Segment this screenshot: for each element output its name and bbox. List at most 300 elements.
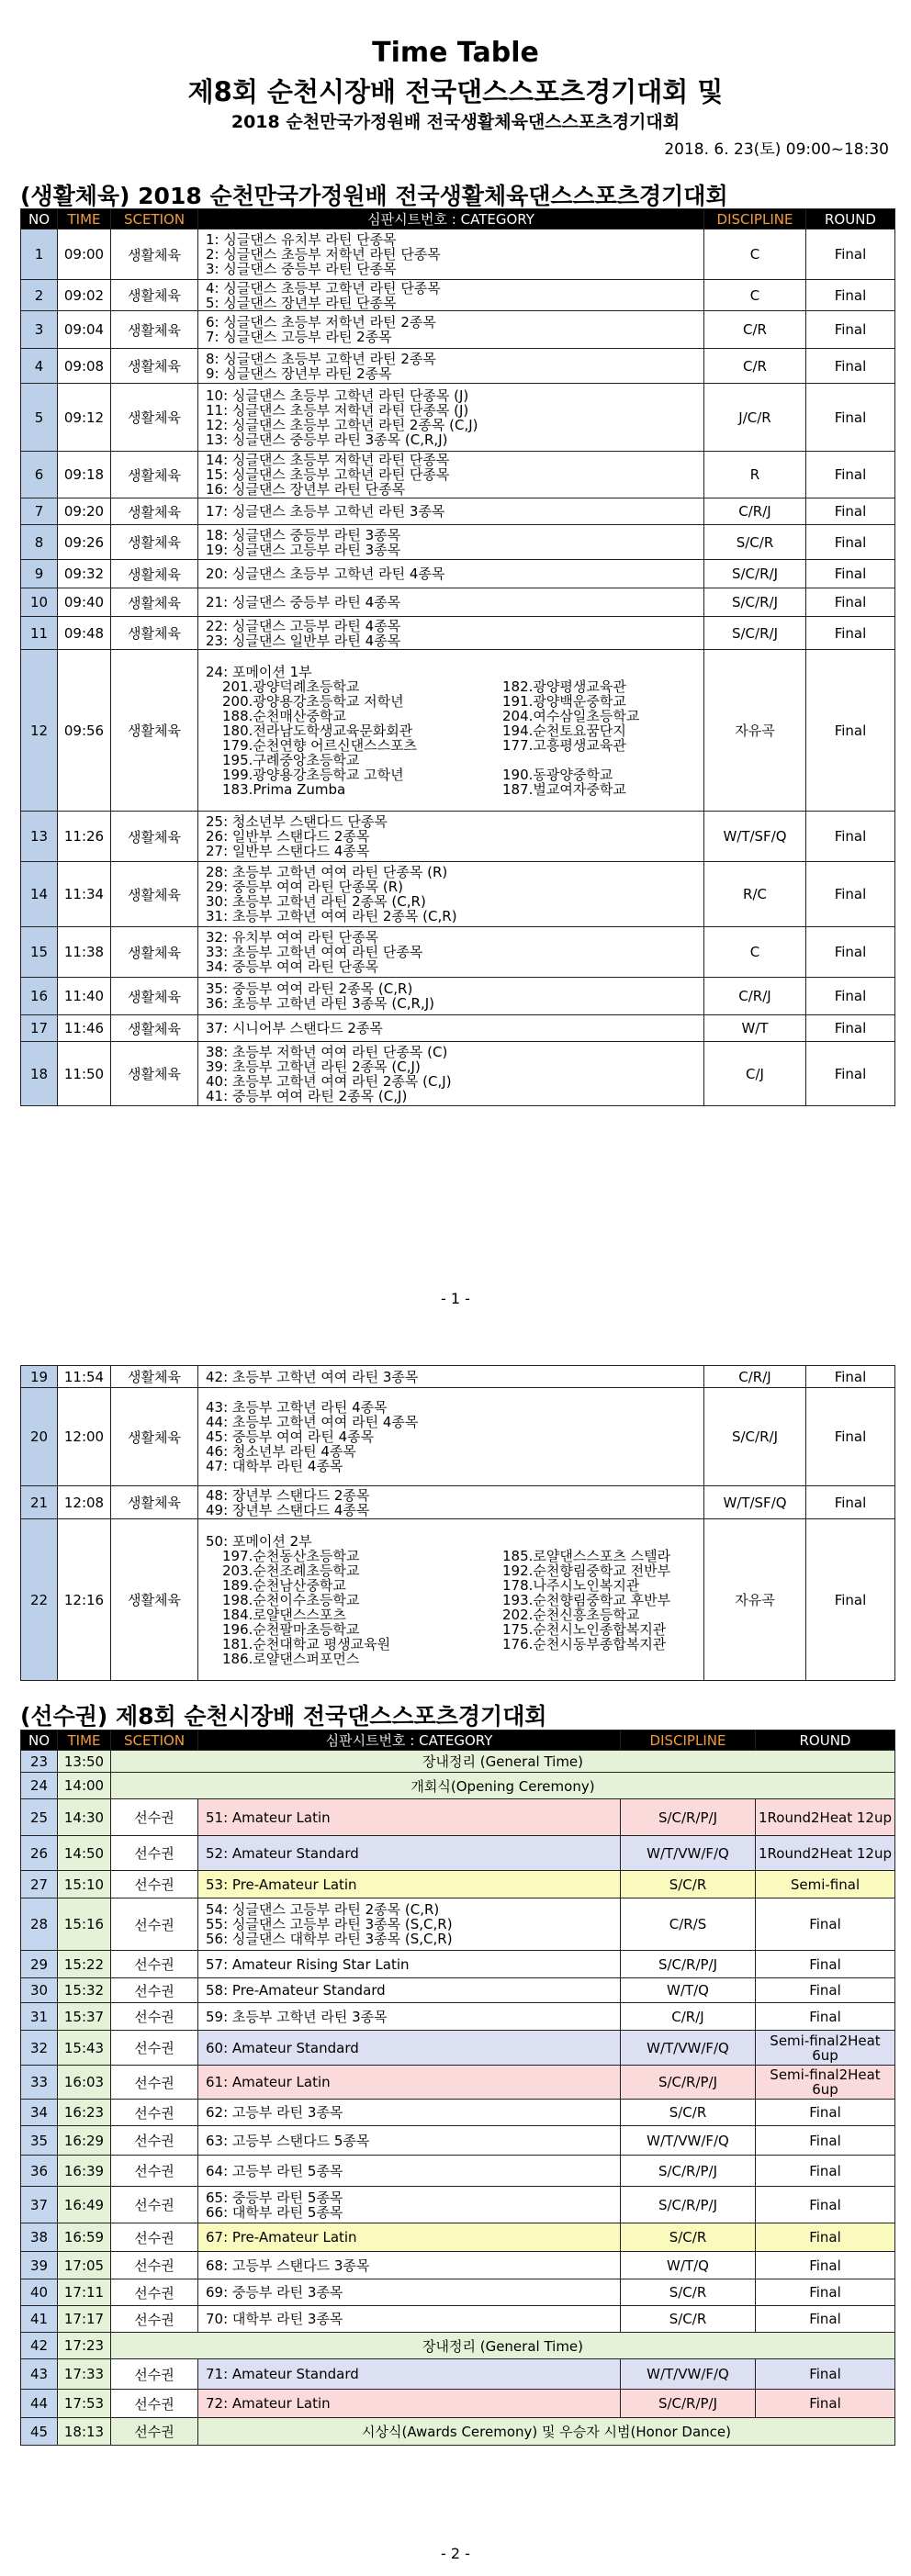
table-row-formation xyxy=(21,650,895,812)
row-section: 생활체육 xyxy=(111,1519,198,1681)
row-number: 5 xyxy=(21,384,58,452)
category-line: 20: 싱글댄스 초등부 고학년 라틴 4종목 xyxy=(206,566,445,582)
row-number: 1 xyxy=(21,230,58,280)
row-category xyxy=(198,1898,621,1951)
row-time: 12:00 xyxy=(58,1388,111,1486)
table-header-row xyxy=(21,1730,895,1751)
category-line: 10: 싱글댄스 초등부 고학년 라틴 단종목 (J) xyxy=(206,386,469,404)
table-row xyxy=(21,311,895,349)
table-row xyxy=(21,812,895,862)
category-line: 44: 초등부 고학년 여여 라틴 4종목 xyxy=(206,1414,419,1430)
formation-team: 197.순천동산초등학교 xyxy=(222,1547,360,1564)
row-number: 9 xyxy=(21,560,58,588)
row-round xyxy=(756,2187,895,2223)
formation-team: 202.순천신흥초등학교 xyxy=(502,1606,640,1623)
round-line: Final xyxy=(809,1955,841,1973)
row-discipline: S/C/R xyxy=(621,2100,756,2126)
table-row xyxy=(21,349,895,384)
round-line: Final xyxy=(809,2132,841,2149)
table-row xyxy=(21,2359,895,2390)
row-section: 생활체육 xyxy=(111,927,198,978)
row-round xyxy=(756,2100,895,2126)
formation-team xyxy=(502,1652,732,1666)
row-number: 8 xyxy=(21,525,58,560)
row-section: 생활체육 xyxy=(111,384,198,452)
col-header-round: ROUND xyxy=(806,209,895,230)
category-line: 26: 일반부 스탠다드 2종목 xyxy=(206,828,370,845)
row-time: 09:56 xyxy=(58,650,111,812)
event-datetime: 2018. 6. 23(토) 09:00~18:30 xyxy=(664,140,889,159)
row-discipline: S/C/R xyxy=(621,2279,756,2306)
category-line: 9: 싱글댄스 장년부 라틴 2종목 xyxy=(206,364,392,382)
round-line: 2Heat 6up xyxy=(812,2032,881,2064)
category-line: 23: 싱글댄스 일반부 라틴 4종목 xyxy=(206,632,401,649)
row-number: 39 xyxy=(21,2252,58,2279)
schedule-table-1 xyxy=(20,208,895,1106)
row-discipline: W/T/VW/F/Q xyxy=(621,2359,756,2390)
row-number: 23 xyxy=(21,1751,58,1773)
row-round: Final xyxy=(806,280,895,311)
row-discipline: S/C/R/P/J xyxy=(621,1951,756,1978)
row-round xyxy=(756,1978,895,2003)
doc-subtitle-2: 2018 순천만국가정원배 전국생활체육댄스스포츠경기대회 xyxy=(231,112,680,132)
category-line: 5: 싱글댄스 장년부 라틴 단종목 xyxy=(206,294,397,311)
row-discipline: W/T/VW/F/Q xyxy=(621,1836,756,1871)
row-round xyxy=(756,2031,895,2066)
table-row xyxy=(21,2390,895,2418)
table-row xyxy=(21,862,895,927)
table-row xyxy=(21,1388,895,1486)
formation-team: 190.동광양중학교 xyxy=(502,766,613,783)
row-time: 16:29 xyxy=(58,2126,111,2156)
category-line: 41: 중등부 여여 라틴 2종목 (C,J) xyxy=(206,1087,408,1104)
table-row xyxy=(21,280,895,311)
row-discipline: J/C/R xyxy=(704,384,806,452)
row-section: 선수권 xyxy=(111,1898,198,1951)
row-discipline: C/R/S xyxy=(621,1898,756,1951)
col-header-no: NO xyxy=(21,1730,58,1751)
row-time: 12:08 xyxy=(58,1486,111,1519)
row-round: Final xyxy=(806,560,895,588)
row-section: 생활체육 xyxy=(111,311,198,349)
row-category xyxy=(198,498,704,525)
row-time: 18:13 xyxy=(58,2418,111,2446)
row-section: 선수권 xyxy=(111,2359,198,2390)
category-line: 8: 싱글댄스 초등부 고학년 라틴 2종목 xyxy=(206,350,436,367)
row-category xyxy=(198,2003,621,2031)
row-section: 생활체육 xyxy=(111,349,198,384)
schedule-table-1-continued xyxy=(20,1365,895,1681)
row-round xyxy=(756,2223,895,2252)
row-section: 선수권 xyxy=(111,2156,198,2187)
row-category xyxy=(198,1951,621,1978)
formation-team: 182.광양평생교육관 xyxy=(502,678,626,695)
row-round: Final xyxy=(806,311,895,349)
row-round: Final xyxy=(806,349,895,384)
category-line: 42: 초등부 고학년 여여 라틴 3종목 xyxy=(206,1368,419,1385)
row-discipline: W/T/Q xyxy=(621,2252,756,2279)
row-discipline: S/C/R xyxy=(704,525,806,560)
row-discipline: W/T/Q xyxy=(621,1978,756,2003)
round-line: Final xyxy=(809,2196,841,2213)
row-number: 41 xyxy=(21,2306,58,2333)
row-category xyxy=(198,1871,621,1898)
row-discipline: R/C xyxy=(704,862,806,927)
table-row xyxy=(21,978,895,1015)
row-round: Final xyxy=(806,862,895,927)
row-number: 4 xyxy=(21,349,58,384)
row-number: 20 xyxy=(21,1388,58,1486)
category-line: 12: 싱글댄스 초등부 고학년 라틴 2종목 (C,J) xyxy=(206,416,478,433)
row-category xyxy=(198,2126,621,2156)
col-header-no: NO xyxy=(21,209,58,230)
formation-team: 204.여수삼일초등학교 xyxy=(502,707,640,724)
row-discipline: S/C/R/P/J xyxy=(621,2066,756,2100)
row-discipline: C/R/J xyxy=(704,498,806,525)
row-time: 14:30 xyxy=(58,1799,111,1836)
row-number: 22 xyxy=(21,1519,58,1681)
category-line: 38: 초등부 저학년 여여 라틴 단종목 (C) xyxy=(206,1043,448,1060)
row-time: 09:02 xyxy=(58,280,111,311)
row-section: 생활체육 xyxy=(111,560,198,588)
row-round: Final xyxy=(806,650,895,812)
row-time: 17:23 xyxy=(58,2333,111,2359)
row-category xyxy=(198,2223,621,2252)
row-category xyxy=(198,2279,621,2306)
row-time: 16:03 xyxy=(58,2066,111,2100)
row-round: Final xyxy=(806,617,895,650)
row-time: 17:17 xyxy=(58,2306,111,2333)
row-discipline: C xyxy=(704,927,806,978)
row-section: 선수권 xyxy=(111,2223,198,2252)
table-row xyxy=(21,1836,895,1871)
col-header-category: 심판시트번호 : CATEGORY xyxy=(198,209,704,230)
formation-team: 191.광양백운중학교 xyxy=(502,692,626,710)
category-line: 60: Amateur Standard xyxy=(206,2039,359,2056)
row-time: 17:11 xyxy=(58,2279,111,2306)
formation-team: 176.순천시동부종합복지관 xyxy=(502,1635,667,1652)
formation-team: 189.순천남산중학교 xyxy=(222,1576,346,1594)
row-time: 16:23 xyxy=(58,2100,111,2126)
row-number: 30 xyxy=(21,1978,58,2003)
table-row xyxy=(21,1871,895,1898)
table-row xyxy=(21,2187,895,2223)
row-time: 13:50 xyxy=(58,1751,111,1773)
col-header-round: ROUND xyxy=(756,1730,895,1751)
row-discipline: S/C/R xyxy=(621,2223,756,2252)
row-number: 26 xyxy=(21,1836,58,1871)
formation-team: 184.로얄댄스스포츠 xyxy=(222,1606,346,1623)
row-time: 11:26 xyxy=(58,812,111,862)
formation-team: 192.순천향림중학교 전반부 xyxy=(502,1562,671,1579)
row-category xyxy=(198,230,704,280)
row-number: 37 xyxy=(21,2187,58,2223)
row-section: 생활체육 xyxy=(111,280,198,311)
table-row xyxy=(21,927,895,978)
row-section: 선수권 xyxy=(111,2390,198,2418)
row-time: 11:46 xyxy=(58,1015,111,1042)
row-category xyxy=(198,452,704,498)
table-row xyxy=(21,452,895,498)
table-row xyxy=(21,2333,895,2359)
category-line: 35: 중등부 여여 라틴 2종목 (C,R) xyxy=(206,980,413,997)
row-round: Final xyxy=(806,384,895,452)
row-time: 11:34 xyxy=(58,862,111,927)
col-header-category: 심판시트번호 : CATEGORY xyxy=(198,1730,621,1751)
row-round xyxy=(756,2126,895,2156)
row-section: 선수권 xyxy=(111,2252,198,2279)
formation-heading: 50: 포메이션 2부 xyxy=(206,1532,312,1550)
table-row xyxy=(21,1799,895,1836)
category-line: 71: Amateur Standard xyxy=(206,2366,359,2382)
row-category xyxy=(198,588,704,617)
row-category xyxy=(198,927,704,978)
row-section: 생활체육 xyxy=(111,498,198,525)
row-event: 장내정리 (General Time) xyxy=(111,1751,895,1773)
row-category xyxy=(198,349,704,384)
row-discipline: S/C/R/P/J xyxy=(621,2156,756,2187)
row-time: 11:50 xyxy=(58,1042,111,1106)
row-time: 15:16 xyxy=(58,1898,111,1951)
category-line: 2: 싱글댄스 초등부 저학년 라틴 단종목 xyxy=(206,246,441,263)
category-line: 45: 중등부 여여 라틴 4종목 xyxy=(206,1428,375,1445)
row-time: 15:10 xyxy=(58,1871,111,1898)
row-round xyxy=(756,1799,895,1836)
row-category xyxy=(198,525,704,560)
row-section: 선수권 xyxy=(111,2306,198,2333)
row-category xyxy=(198,978,704,1015)
table-row xyxy=(21,1042,895,1106)
category-line: 11: 싱글댄스 초등부 저학년 라틴 단종목 (J) xyxy=(206,401,469,419)
row-round xyxy=(756,1951,895,1978)
row-time: 11:54 xyxy=(58,1366,111,1388)
round-line: Semi-final xyxy=(790,1876,860,1893)
category-line: 17: 싱글댄스 초등부 고학년 라틴 3종목 xyxy=(206,503,445,520)
row-section: 생활체육 xyxy=(111,1388,198,1486)
category-line: 21: 싱글댄스 중등부 라틴 4종목 xyxy=(206,594,401,610)
category-line: 69: 중등부 라틴 3종목 xyxy=(206,2284,343,2301)
row-section: 선수권 xyxy=(111,1951,198,1978)
section1-title: (생활체육) 2018 순천만국가정원배 전국생활체육댄스스포츠경기대회 xyxy=(20,183,728,209)
row-time: 15:43 xyxy=(58,2031,111,2066)
category-line: 3: 싱글댄스 중등부 라틴 단종목 xyxy=(206,261,397,277)
table-row xyxy=(21,1751,895,1773)
row-discipline: W/T/SF/Q xyxy=(704,1486,806,1519)
table-row xyxy=(21,2223,895,2252)
row-section: 생활체육 xyxy=(111,230,198,280)
row-section: 선수권 xyxy=(111,2066,198,2100)
row-discipline: C/R/J xyxy=(704,978,806,1015)
formation-team-list xyxy=(206,1534,703,1666)
formation-team xyxy=(502,753,732,767)
row-number: 15 xyxy=(21,927,58,978)
row-number: 36 xyxy=(21,2156,58,2187)
row-number: 10 xyxy=(21,588,58,617)
round-line: 2Heat 12up xyxy=(811,1809,893,1826)
category-line: 70: 대학부 라틴 3종목 xyxy=(206,2311,343,2327)
row-round xyxy=(756,1836,895,1871)
row-time: 09:20 xyxy=(58,498,111,525)
formation-heading: 24: 포메이션 1부 xyxy=(206,663,312,680)
category-line: 72: Amateur Latin xyxy=(206,2395,331,2412)
row-round xyxy=(756,2359,895,2390)
category-line: 14: 싱글댄스 초등부 저학년 라틴 단종목 xyxy=(206,452,450,468)
category-line: 34: 중등부 여여 라틴 단종목 xyxy=(206,958,379,975)
col-header-time: TIME xyxy=(58,1730,111,1751)
row-time: 09:32 xyxy=(58,560,111,588)
category-line: 25: 청소년부 스탠다드 단종목 xyxy=(206,813,388,830)
table-row xyxy=(21,2156,895,2187)
row-discipline: S/C/R xyxy=(621,1871,756,1898)
row-category xyxy=(198,1015,704,1042)
formation-team: 179.순천연향 어르신댄스스포츠 xyxy=(222,736,418,754)
row-discipline: S/C/R/J xyxy=(704,1388,806,1486)
row-section: 생활체육 xyxy=(111,452,198,498)
row-time: 17:33 xyxy=(58,2359,111,2390)
page-number-2: - 2 - xyxy=(441,2545,470,2562)
table-row xyxy=(21,2003,895,2031)
formation-team: 185.로얄댄스스포츠 스텔라 xyxy=(502,1547,671,1564)
row-number: 24 xyxy=(21,1773,58,1799)
row-time: 09:12 xyxy=(58,384,111,452)
row-time: 09:18 xyxy=(58,452,111,498)
row-discipline: R xyxy=(704,452,806,498)
formation-team: 201.광양덕례초등학교 xyxy=(222,678,360,695)
table-row xyxy=(21,230,895,280)
row-number: 42 xyxy=(21,2333,58,2359)
row-category xyxy=(198,2187,621,2223)
section2-title: (선수권) 제8회 순천시장배 전국댄스스포츠경기대회 xyxy=(20,1703,547,1730)
row-category xyxy=(198,1978,621,2003)
row-round xyxy=(756,2279,895,2306)
category-line: 43: 초등부 고학년 라틴 4종목 xyxy=(206,1399,388,1416)
row-category xyxy=(198,1836,621,1871)
round-line: 1Round xyxy=(758,1844,811,1862)
table-row xyxy=(21,1366,895,1388)
doc-title: Time Table xyxy=(372,37,539,69)
row-round: Final xyxy=(806,978,895,1015)
formation-team: 175.순천시노인종합복지관 xyxy=(502,1620,667,1638)
formation-team: 188.순천매산중학교 xyxy=(222,707,346,724)
row-number: 44 xyxy=(21,2390,58,2418)
row-round: Final xyxy=(806,498,895,525)
category-line: 52: Amateur Standard xyxy=(206,1844,359,1862)
row-category xyxy=(198,650,704,812)
row-section: 생활체육 xyxy=(111,1015,198,1042)
round-line: Semi-final xyxy=(770,2066,839,2083)
row-time: 11:40 xyxy=(58,978,111,1015)
category-line: 49: 장년부 스탠다드 4종목 xyxy=(206,1501,370,1518)
row-time: 12:16 xyxy=(58,1519,111,1681)
row-round: Final xyxy=(806,1519,895,1681)
row-category xyxy=(198,2066,621,2100)
table-row xyxy=(21,2031,895,2066)
row-number: 6 xyxy=(21,452,58,498)
row-number: 14 xyxy=(21,862,58,927)
row-round: Final xyxy=(806,927,895,978)
category-line: 47: 대학부 라틴 4종목 xyxy=(206,1458,343,1474)
row-discipline: S/C/R/J xyxy=(704,560,806,588)
row-number: 34 xyxy=(21,2100,58,2126)
row-number: 35 xyxy=(21,2126,58,2156)
row-section: 생활체육 xyxy=(111,1042,198,1106)
row-discipline: C/R/J xyxy=(704,1366,806,1388)
category-line: 6: 싱글댄스 초등부 저학년 라틴 2종목 xyxy=(206,314,436,330)
row-section: 선수권 xyxy=(111,1978,198,2003)
category-line: 7: 싱글댄스 고등부 라틴 2종목 xyxy=(206,329,392,345)
table-row xyxy=(21,2252,895,2279)
row-section: 생활체육 xyxy=(111,862,198,927)
row-discipline: S/C/R/P/J xyxy=(621,2187,756,2223)
category-line: 29: 중등부 여여 라틴 단종목 (R) xyxy=(206,879,404,895)
row-category xyxy=(198,1366,704,1388)
formation-team: 177.고흥평생교육관 xyxy=(502,736,626,754)
row-discipline: C/J xyxy=(704,1042,806,1106)
category-line: 13: 싱글댄스 중등부 라틴 3종목 (C,R,J) xyxy=(206,431,448,448)
row-category xyxy=(198,2031,621,2066)
doc-subtitle-1: 제8회 순천시장배 전국댄스스포츠경기대회 및 xyxy=(187,76,724,107)
category-line: 63: 고등부 스탠다드 5종목 xyxy=(206,2132,370,2149)
row-number: 25 xyxy=(21,1799,58,1836)
category-line: 55: 싱글댄스 고등부 라틴 3종목 (S,C,R) xyxy=(206,1916,453,1932)
round-line: Final xyxy=(809,1982,841,1999)
round-line: Final xyxy=(809,2395,841,2412)
page-number-1: - 1 - xyxy=(441,1290,470,1307)
row-round: Final xyxy=(806,1486,895,1519)
row-round: Final xyxy=(806,230,895,280)
row-discipline: S/C/R xyxy=(621,2306,756,2333)
table-row xyxy=(21,1015,895,1042)
row-discipline: W/T/VW/F/Q xyxy=(621,2126,756,2156)
row-section: 생활체육 xyxy=(111,1366,198,1388)
category-line: 1: 싱글댄스 유치부 라틴 단종목 xyxy=(206,231,397,248)
row-number: 40 xyxy=(21,2279,58,2306)
row-number: 43 xyxy=(21,2359,58,2390)
category-line: 62: 고등부 라틴 3종목 xyxy=(206,2104,343,2121)
round-line: Final xyxy=(809,1916,841,1932)
formation-team: 195.구례중앙초등학교 xyxy=(222,751,360,768)
formation-team: 183.Prima Zumba xyxy=(222,780,346,798)
table-row xyxy=(21,384,895,452)
row-time: 09:26 xyxy=(58,525,111,560)
table-row xyxy=(21,2066,895,2100)
row-number: 12 xyxy=(21,650,58,812)
category-line: 39: 초등부 고학년 라틴 2종목 (C,J) xyxy=(206,1058,421,1075)
row-discipline: C/R xyxy=(704,349,806,384)
row-number: 11 xyxy=(21,617,58,650)
row-time: 09:48 xyxy=(58,617,111,650)
row-section: 선수권 xyxy=(111,2100,198,2126)
row-section: 생활체육 xyxy=(111,812,198,862)
round-line: Final xyxy=(809,2008,841,2025)
category-line: 53: Pre-Amateur Latin xyxy=(206,1876,357,1893)
category-line: 56: 싱글댄스 대학부 라틴 3종목 (S,C,R) xyxy=(206,1931,453,1947)
category-line: 4: 싱글댄스 초등부 고학년 라틴 단종목 xyxy=(206,279,441,297)
row-time: 14:50 xyxy=(58,1836,111,1871)
row-discipline: C/R xyxy=(704,311,806,349)
table-row xyxy=(21,617,895,650)
row-section: 생활체육 xyxy=(111,1486,198,1519)
row-discipline: 자유곡 xyxy=(704,650,806,812)
formation-team: 198.순천이수초등학교 xyxy=(222,1591,360,1608)
row-number: 18 xyxy=(21,1042,58,1106)
row-time: 16:59 xyxy=(58,2223,111,2252)
row-round: Final xyxy=(806,452,895,498)
table-row-formation xyxy=(21,1519,895,1681)
col-header-time: TIME xyxy=(58,209,111,230)
row-category xyxy=(198,862,704,927)
category-line: 36: 초등부 고학년 라틴 3종목 (C,R,J) xyxy=(206,995,434,1012)
